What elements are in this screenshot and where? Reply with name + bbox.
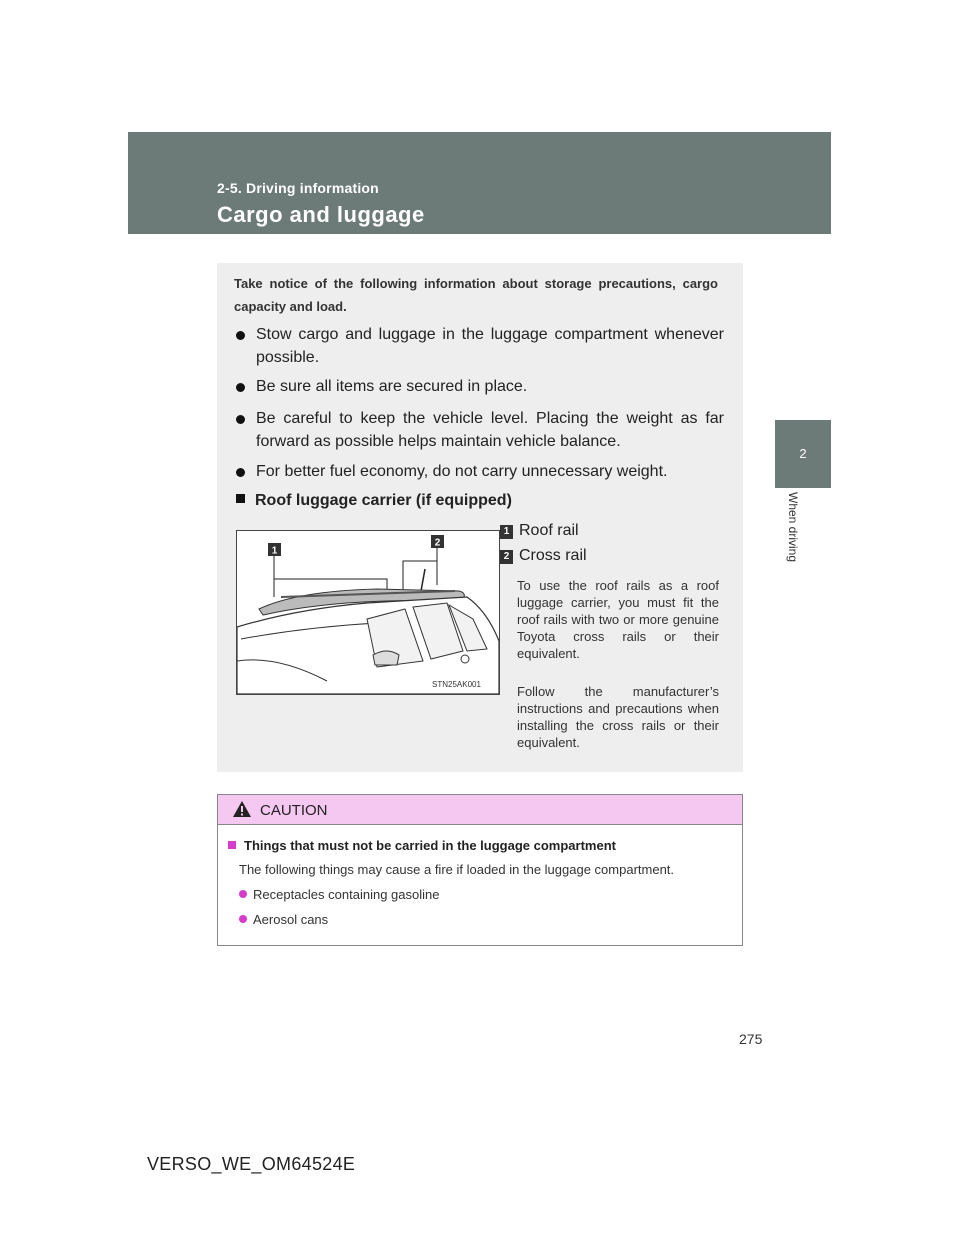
car-roof-icon [237, 531, 499, 694]
caution-header [218, 795, 742, 825]
list-item-text: Stow cargo and luggage in the luggage compartment whenever possible. [256, 326, 724, 366]
square-bullet-icon [228, 841, 236, 849]
roof-carrier-note: To use the roof rails as a roof luggage carrier, you must fit the roof rails with two or more genuine Toyota cross rails or their equivalent. [517, 578, 719, 661]
bullet-icon [236, 383, 245, 392]
bullet-icon [236, 468, 245, 477]
list-item-text: Be sure all items are secured in place. [256, 378, 528, 395]
page-title: Cargo and luggage [217, 202, 425, 227]
list-item-text: Receptacles containing gasoline [253, 887, 440, 902]
bullet-icon [239, 890, 247, 898]
callout-label: Roof rail [519, 522, 579, 539]
document-code: VERSO_WE_OM64524E [147, 1154, 356, 1174]
list-item [234, 375, 724, 398]
figure-code: STN25AK001 [432, 680, 481, 689]
list-item [234, 407, 724, 453]
caution-title: CAUTION [260, 802, 328, 819]
roof-rail-illustration [236, 530, 500, 695]
roof-carrier-heading-text: Roof luggage carrier (if equipped) [255, 492, 512, 509]
bullet-icon [236, 415, 245, 424]
square-bullet-icon [236, 494, 245, 503]
list-item-text: Be careful to keep the vehicle level. Placing the weight as far forward as possible helps maintain vehicle balance. [256, 410, 724, 450]
caution-subhead [228, 838, 616, 853]
caution-text: The following things may cause a fire if loaded in the luggage compartment. [239, 862, 675, 877]
svg-text:1: 1 [271, 545, 278, 557]
caution-subhead-text: Things that must not be carried in the luggage compartment [244, 838, 616, 853]
list-item [239, 912, 328, 927]
list-item [234, 460, 724, 483]
bullet-icon [239, 915, 247, 923]
callout-number-icon: 2 [500, 550, 513, 564]
callout-number-icon: 1 [500, 525, 513, 539]
svg-text:2: 2 [434, 537, 441, 549]
chapter-tab[interactable]: 2 [775, 420, 831, 488]
roof-carrier-note: Follow the manufacturer’s instructions and precautions when installing the cross rails or their equivalent. [517, 684, 719, 750]
callout-cross-rail [500, 547, 587, 567]
caution-box [217, 794, 743, 946]
callout-label: Cross rail [519, 547, 587, 564]
warning-icon [232, 800, 252, 818]
section-label: 2-5. Driving information [217, 180, 379, 196]
page-number: 275 [739, 1031, 763, 1047]
intro-text: Take notice of the following information about storage precautions, cargo capacity and load. [234, 276, 718, 314]
list-item [234, 323, 724, 369]
list-item-text: Aerosol cans [253, 912, 329, 927]
callout-roof-rail [500, 522, 579, 542]
info-box [217, 263, 743, 772]
chapter-label: When driving [786, 492, 800, 563]
bullet-icon [236, 331, 245, 340]
list-item-text: For better fuel economy, do not carry unnecessary weight. [256, 463, 668, 480]
list-item [239, 887, 439, 902]
roof-carrier-heading [234, 492, 512, 510]
